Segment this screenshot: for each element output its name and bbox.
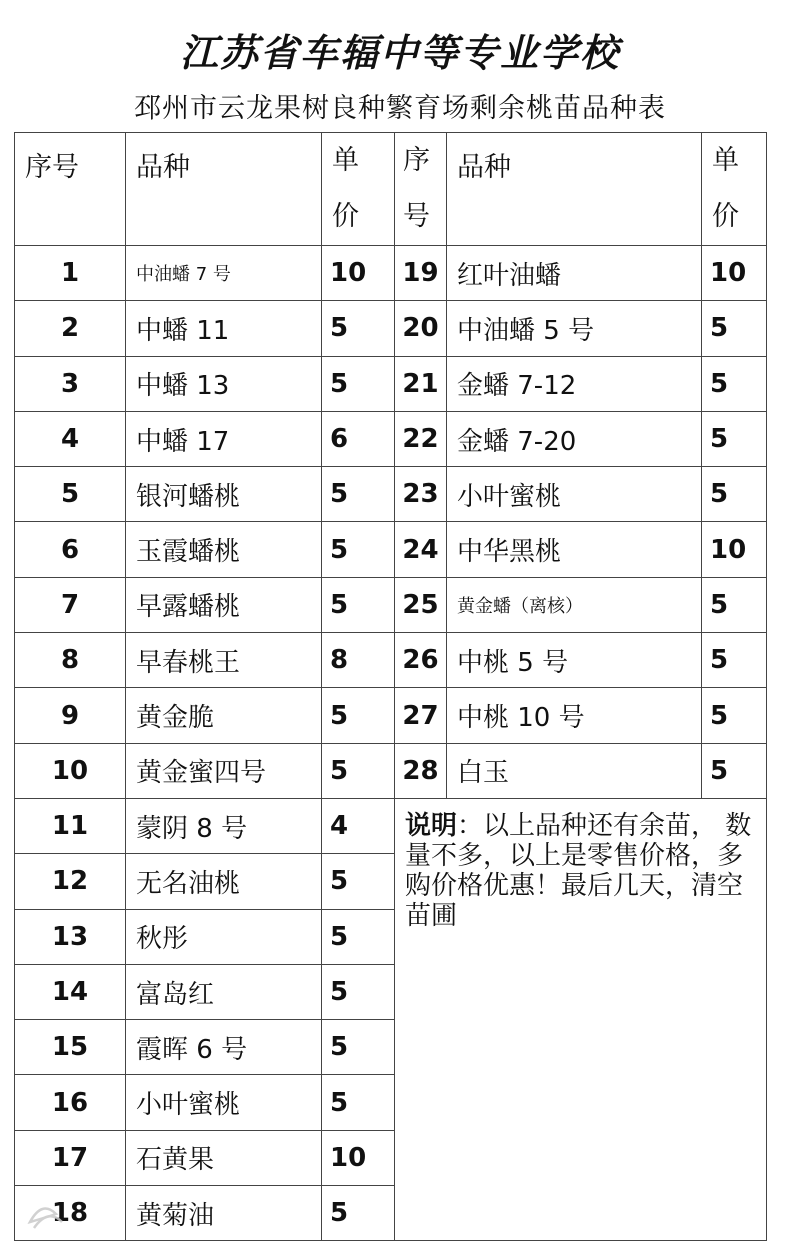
note-colon: ：	[457, 810, 484, 841]
right-seq-cell: 28	[395, 743, 447, 798]
left-variety-cell: 中蟠 11	[126, 301, 322, 356]
left-price-cell: 5	[322, 743, 395, 798]
left-seq-cell: 4	[15, 411, 126, 466]
left-variety-cell: 蒙阴 8 号	[126, 798, 322, 853]
header-seq-right	[395, 133, 447, 246]
left-variety-cell: 玉霞蟠桃	[126, 522, 322, 577]
left-variety-cell: 中蟠 17	[126, 411, 322, 466]
left-seq-cell: 9	[15, 688, 126, 743]
left-price-cell: 5	[322, 854, 395, 909]
right-seq-cell: 26	[395, 633, 447, 688]
left-seq-cell: 18	[15, 1186, 126, 1241]
table-row	[15, 522, 767, 577]
note-cell	[395, 798, 767, 1240]
left-variety-cell: 石黄果	[126, 1130, 322, 1185]
left-seq-cell: 14	[15, 964, 126, 1019]
right-variety-cell: 中桃 5 号	[447, 633, 702, 688]
left-price-cell: 10	[322, 1130, 395, 1185]
right-seq-cell: 22	[395, 411, 447, 466]
table-row	[15, 633, 767, 688]
left-variety-cell: 霞晖 6 号	[126, 1020, 322, 1075]
right-price-cell: 5	[702, 633, 767, 688]
left-variety-cell: 无名油桃	[126, 854, 322, 909]
left-price-cell: 5	[322, 964, 395, 1019]
right-variety-cell: 小叶蜜桃	[447, 467, 702, 522]
header-price	[322, 133, 395, 246]
table-row	[15, 246, 767, 301]
left-seq-cell: 12	[15, 854, 126, 909]
left-seq-cell: 16	[15, 1075, 126, 1130]
left-variety-cell: 中油蟠 7 号	[126, 246, 322, 301]
header-price-right-top: 单	[712, 145, 739, 176]
header-price-right	[702, 133, 767, 246]
right-price-cell: 5	[702, 688, 767, 743]
left-seq-cell: 6	[15, 522, 126, 577]
left-variety-cell: 中蟠 13	[126, 356, 322, 411]
table-row	[15, 411, 767, 466]
left-variety-cell: 黄金脆	[126, 688, 322, 743]
left-variety-cell: 小叶蜜桃	[126, 1075, 322, 1130]
left-seq-cell: 17	[15, 1130, 126, 1185]
right-variety-cell: 红叶油蟠	[447, 246, 702, 301]
left-price-cell: 5	[322, 467, 395, 522]
left-seq-cell: 1	[15, 246, 126, 301]
note-text: 以上品种还有余苗， 数量不多，以上是零售价格，多购价格优惠！最后几天，清空苗圃	[405, 810, 752, 931]
header-seq-right-top: 序	[403, 145, 430, 176]
left-price-cell: 10	[322, 246, 395, 301]
header-name: 品种	[126, 133, 322, 246]
right-price-cell: 5	[702, 411, 767, 466]
table-row	[15, 577, 767, 632]
left-variety-cell: 黄金蜜四号	[126, 743, 322, 798]
header-seq-right-bottom: 号	[403, 201, 430, 232]
page-title: 江苏省车辐中等专业学校	[179, 30, 620, 75]
note-label: 说明	[405, 810, 458, 841]
header-seq: 序号	[15, 133, 126, 246]
table-row	[15, 688, 767, 743]
left-seq-cell: 7	[15, 577, 126, 632]
right-variety-cell: 金蟠 7-20	[447, 411, 702, 466]
table-row	[15, 798, 767, 853]
right-price-cell: 10	[702, 246, 767, 301]
header-price-bottom: 价	[332, 201, 359, 232]
right-price-cell: 10	[702, 522, 767, 577]
left-variety-cell: 秋彤	[126, 909, 322, 964]
left-price-cell: 5	[322, 1075, 395, 1130]
table-row	[15, 356, 767, 411]
right-seq-cell: 19	[395, 246, 447, 301]
right-price-cell: 5	[702, 301, 767, 356]
right-variety-cell: 黄金蟠（离核）	[447, 577, 702, 632]
right-variety-cell: 中桃 10 号	[447, 688, 702, 743]
left-price-cell: 5	[322, 577, 395, 632]
right-seq-cell: 20	[395, 301, 447, 356]
left-seq-cell: 3	[15, 356, 126, 411]
left-price-cell: 5	[322, 909, 395, 964]
left-price-cell: 8	[322, 633, 395, 688]
left-variety-cell: 早露蟠桃	[126, 577, 322, 632]
right-price-cell: 5	[702, 356, 767, 411]
right-variety-cell: 中华黑桃	[447, 522, 702, 577]
header-price-right-bottom: 价	[712, 201, 739, 232]
page-subtitle: 邳州市云龙果树良种繁育场剩余桃苗品种表	[134, 93, 666, 124]
left-seq-cell: 13	[15, 909, 126, 964]
left-seq-cell: 8	[15, 633, 126, 688]
right-seq-cell: 25	[395, 577, 447, 632]
left-variety-cell: 黄菊油	[126, 1186, 322, 1241]
right-price-cell: 5	[702, 743, 767, 798]
header-price-top: 单	[332, 145, 359, 176]
left-price-cell: 5	[322, 522, 395, 577]
right-seq-cell: 24	[395, 522, 447, 577]
left-seq-cell: 15	[15, 1020, 126, 1075]
left-price-cell: 5	[322, 688, 395, 743]
right-price-cell: 5	[702, 577, 767, 632]
left-seq-cell: 2	[15, 301, 126, 356]
left-seq-cell: 10	[15, 743, 126, 798]
left-variety-cell: 银河蟠桃	[126, 467, 322, 522]
right-price-cell: 5	[702, 467, 767, 522]
left-price-cell: 5	[322, 301, 395, 356]
right-seq-cell: 23	[395, 467, 447, 522]
right-variety-cell: 中油蟠 5 号	[447, 301, 702, 356]
header-name-right: 品种	[447, 133, 702, 246]
table-row	[15, 301, 767, 356]
table-row	[15, 743, 767, 798]
left-price-cell: 6	[322, 411, 395, 466]
left-seq-cell: 5	[15, 467, 126, 522]
right-variety-cell: 金蟠 7-12	[447, 356, 702, 411]
left-seq-cell: 11	[15, 798, 126, 853]
table-row	[15, 467, 767, 522]
left-price-cell: 5	[322, 1186, 395, 1241]
right-seq-cell: 27	[395, 688, 447, 743]
left-variety-cell: 富岛红	[126, 964, 322, 1019]
right-variety-cell: 白玉	[447, 743, 702, 798]
left-price-cell: 5	[322, 1020, 395, 1075]
left-variety-cell: 早春桃王	[126, 633, 322, 688]
watermark-logo-icon	[22, 1192, 122, 1236]
right-seq-cell: 21	[395, 356, 447, 411]
left-price-cell: 5	[322, 356, 395, 411]
table-header-row	[15, 133, 767, 246]
variety-table	[14, 132, 767, 1241]
left-price-cell: 4	[322, 798, 395, 853]
